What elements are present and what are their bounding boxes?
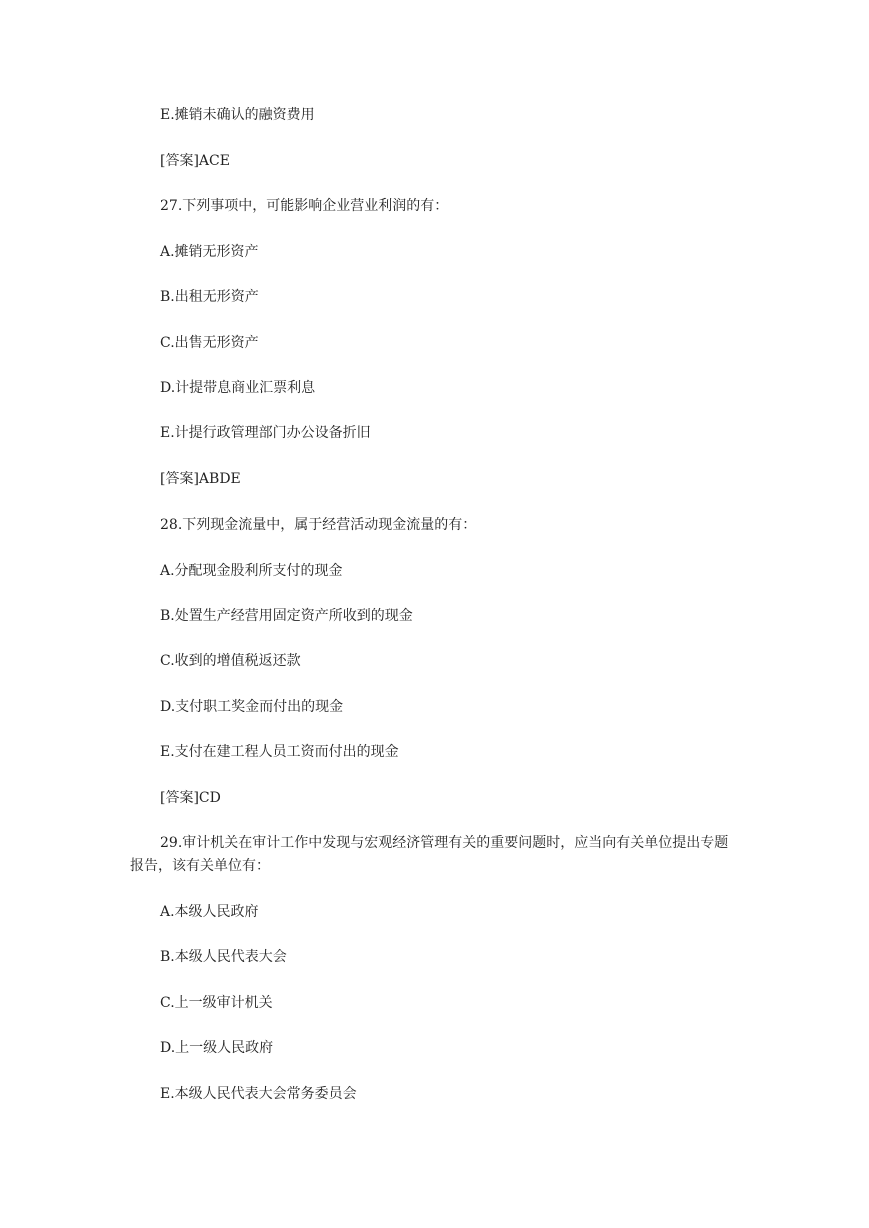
- q27-option-c: C.出售无形资产: [160, 335, 259, 351]
- q28-option-c: C.收到的增值税返还款: [160, 653, 301, 669]
- q29-option-d: D.上一级人民政府: [160, 1040, 274, 1056]
- q29-question: 29.审计机关在审计工作中发现与宏观经济管理有关的重要问题时，应当向有关单位提出专题报告，该有关单位有：: [130, 835, 729, 874]
- q28-answer: [答案]CD: [160, 790, 221, 806]
- q26-answer: [答案]ACE: [160, 153, 230, 169]
- q29-option-c: C.上一级审计机关: [160, 995, 273, 1011]
- q29-option-a: A.本级人民政府: [160, 904, 259, 920]
- q27-option-e: E.计提行政管理部门办公设备折旧: [160, 425, 371, 441]
- q28-option-d: D.支付职工奖金而付出的现金: [160, 699, 344, 715]
- q28-option-e: E.支付在建工程人员工资而付出的现金: [160, 744, 399, 760]
- q27-answer: [答案]ABDE: [160, 471, 241, 487]
- q29-option-e: E.本级人民代表大会常务委员会: [160, 1086, 357, 1102]
- q27-question: 27.下列事项中，可能影响企业营业利润的有：: [160, 198, 449, 214]
- q27-option-d: D.计提带息商业汇票利息: [160, 380, 316, 396]
- q26-option-e: E.摊销未确认的融资费用: [160, 107, 315, 123]
- q28-option-b: B.处置生产经营用固定资产所收到的现金: [160, 608, 413, 624]
- q27-option-b: B.出租无形资产: [160, 289, 259, 305]
- q29-option-b: B.本级人民代表大会: [160, 949, 287, 965]
- q28-option-a: A.分配现金股利所支付的现金: [160, 563, 343, 579]
- q28-question: 28.下列现金流量中，属于经营活动现金流量的有：: [160, 517, 477, 533]
- q27-option-a: A.摊销无形资产: [160, 244, 259, 260]
